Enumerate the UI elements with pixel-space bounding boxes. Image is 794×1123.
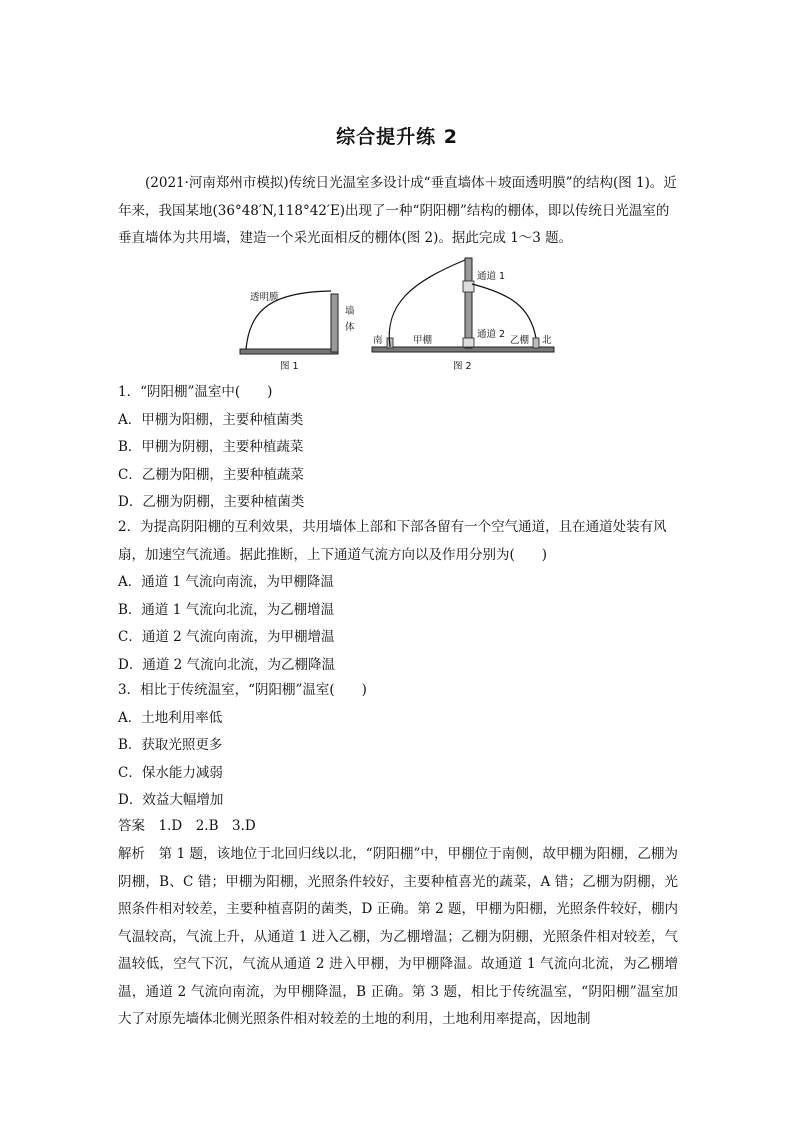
fig1-caption: 图 1 bbox=[280, 361, 299, 372]
greenhouse-figure bbox=[232, 254, 562, 374]
option-c: C．通道 2 气流向南流，为甲棚增温 bbox=[118, 629, 335, 645]
option-d: D．通道 2 气流向北流，为乙棚降温 bbox=[118, 656, 335, 673]
fig2-channel2-label: 通道 2 bbox=[477, 329, 506, 340]
fig2-channel1-label: 通道 1 bbox=[477, 271, 506, 282]
option-b: B．通道 1 气流向北流，为乙棚增温 bbox=[118, 601, 335, 618]
question-stem: 2．为提高阴阳棚的互利效果，共用墙体上部和下部各留有一个空气通道，且在通道处装有风扇，加速空气流通。据此推断，上下通道气流方向以及作用分别为( ) bbox=[118, 519, 667, 563]
question-stem: 1．“阴阳棚”温室中( ) bbox=[118, 384, 273, 400]
option-a: A．通道 1 气流向南流，为甲棚降温 bbox=[118, 574, 334, 590]
fig2-caption: 图 2 bbox=[453, 361, 472, 372]
question-3 bbox=[118, 677, 678, 815]
option-b: B．获取光照更多 bbox=[118, 737, 223, 753]
fig2-channel2-box bbox=[463, 338, 474, 347]
fig2-ground bbox=[372, 347, 554, 352]
fig1-wall-label-1: 墙 bbox=[345, 306, 355, 317]
question-stem: 3．相比于传统温室，“阴阳棚”温室( ) bbox=[118, 682, 367, 698]
option-c: C．保水能力减弱 bbox=[118, 764, 223, 781]
option-a: A．甲棚为阳棚，主要种植菌类 bbox=[118, 411, 304, 428]
fig1-wall-label-2: 体 bbox=[345, 322, 355, 333]
answer-line: 答案 1.D 2.B 3.D bbox=[118, 818, 256, 834]
option-a: A．土地利用率低 bbox=[118, 709, 223, 726]
question-2 bbox=[118, 514, 678, 679]
option-b: B．甲棚为阴棚，主要种植蔬菜 bbox=[118, 439, 304, 455]
fig1-ground bbox=[240, 349, 338, 354]
fig2-north-label: 北 bbox=[542, 335, 552, 346]
fig2-south-label: 南 bbox=[373, 335, 383, 346]
fig1-wall bbox=[331, 294, 338, 352]
analysis-paragraph: 解析 第 1 题，该地位于北回归线以北，“阴阳棚”中，甲棚位于南侧，故甲棚为阳棚，乙棚为阴棚，B、C 错；甲棚为阳棚，光照条件较好，主要种植喜光的蔬菜，A 错；乙棚为阴棚，光照条件相对较差，主要种植喜阴的菌类，D 正确。第 2 题，甲棚为阳棚，光照条件较好，棚内气温较高，气流上升，从通道 1 进入乙棚，为乙棚增温；乙棚为阴棚，光照条件相对较差，气温较低，空气下沉，气流从通道 2 进入甲棚，为甲棚降温。故通道 1 气流向北流，为乙棚增温，通道 2 气流向南流，为甲棚降温，B 正确。第 3 题，相比于传统温室，“阴阳棚”温室加大了对原先墙体北侧光照条件相对较差的土地的利用，土地利用率提高，因地制 bbox=[118, 846, 678, 1027]
fig1-film-label: 透明膜 bbox=[250, 292, 279, 303]
page-title: 综合提升练 2 bbox=[336, 126, 458, 148]
fig2-channel1-box bbox=[463, 281, 474, 292]
fig2-yi-label: 乙棚 bbox=[510, 335, 530, 346]
fig2-north-post bbox=[533, 338, 539, 348]
intro-paragraph: (2021·河南郑州市模拟)传统日光温室多设计成“垂直墙体＋坡面透明膜”的结构(图 1)。近年来，我国某地(36°48′N,118°42′E)出现了一种“阴阳棚”结构的棚体，即以传统日光温室的垂直墙体为共用墙，建造一个采光面相反的棚体(图 2)。据此完成 1～3 题。 bbox=[118, 175, 677, 246]
option-c: C．乙棚为阳棚，主要种植蔬菜 bbox=[118, 466, 304, 483]
fig2-shared-wall bbox=[465, 258, 472, 348]
fig2-jia-film bbox=[389, 260, 465, 347]
option-d: D．效益大幅增加 bbox=[118, 792, 224, 808]
question-1 bbox=[118, 379, 678, 517]
fig2-jia-label: 甲棚 bbox=[413, 335, 433, 346]
greenhouse-diagram bbox=[232, 254, 562, 374]
option-d: D．乙棚为阴棚，主要种植菌类 bbox=[118, 494, 305, 510]
